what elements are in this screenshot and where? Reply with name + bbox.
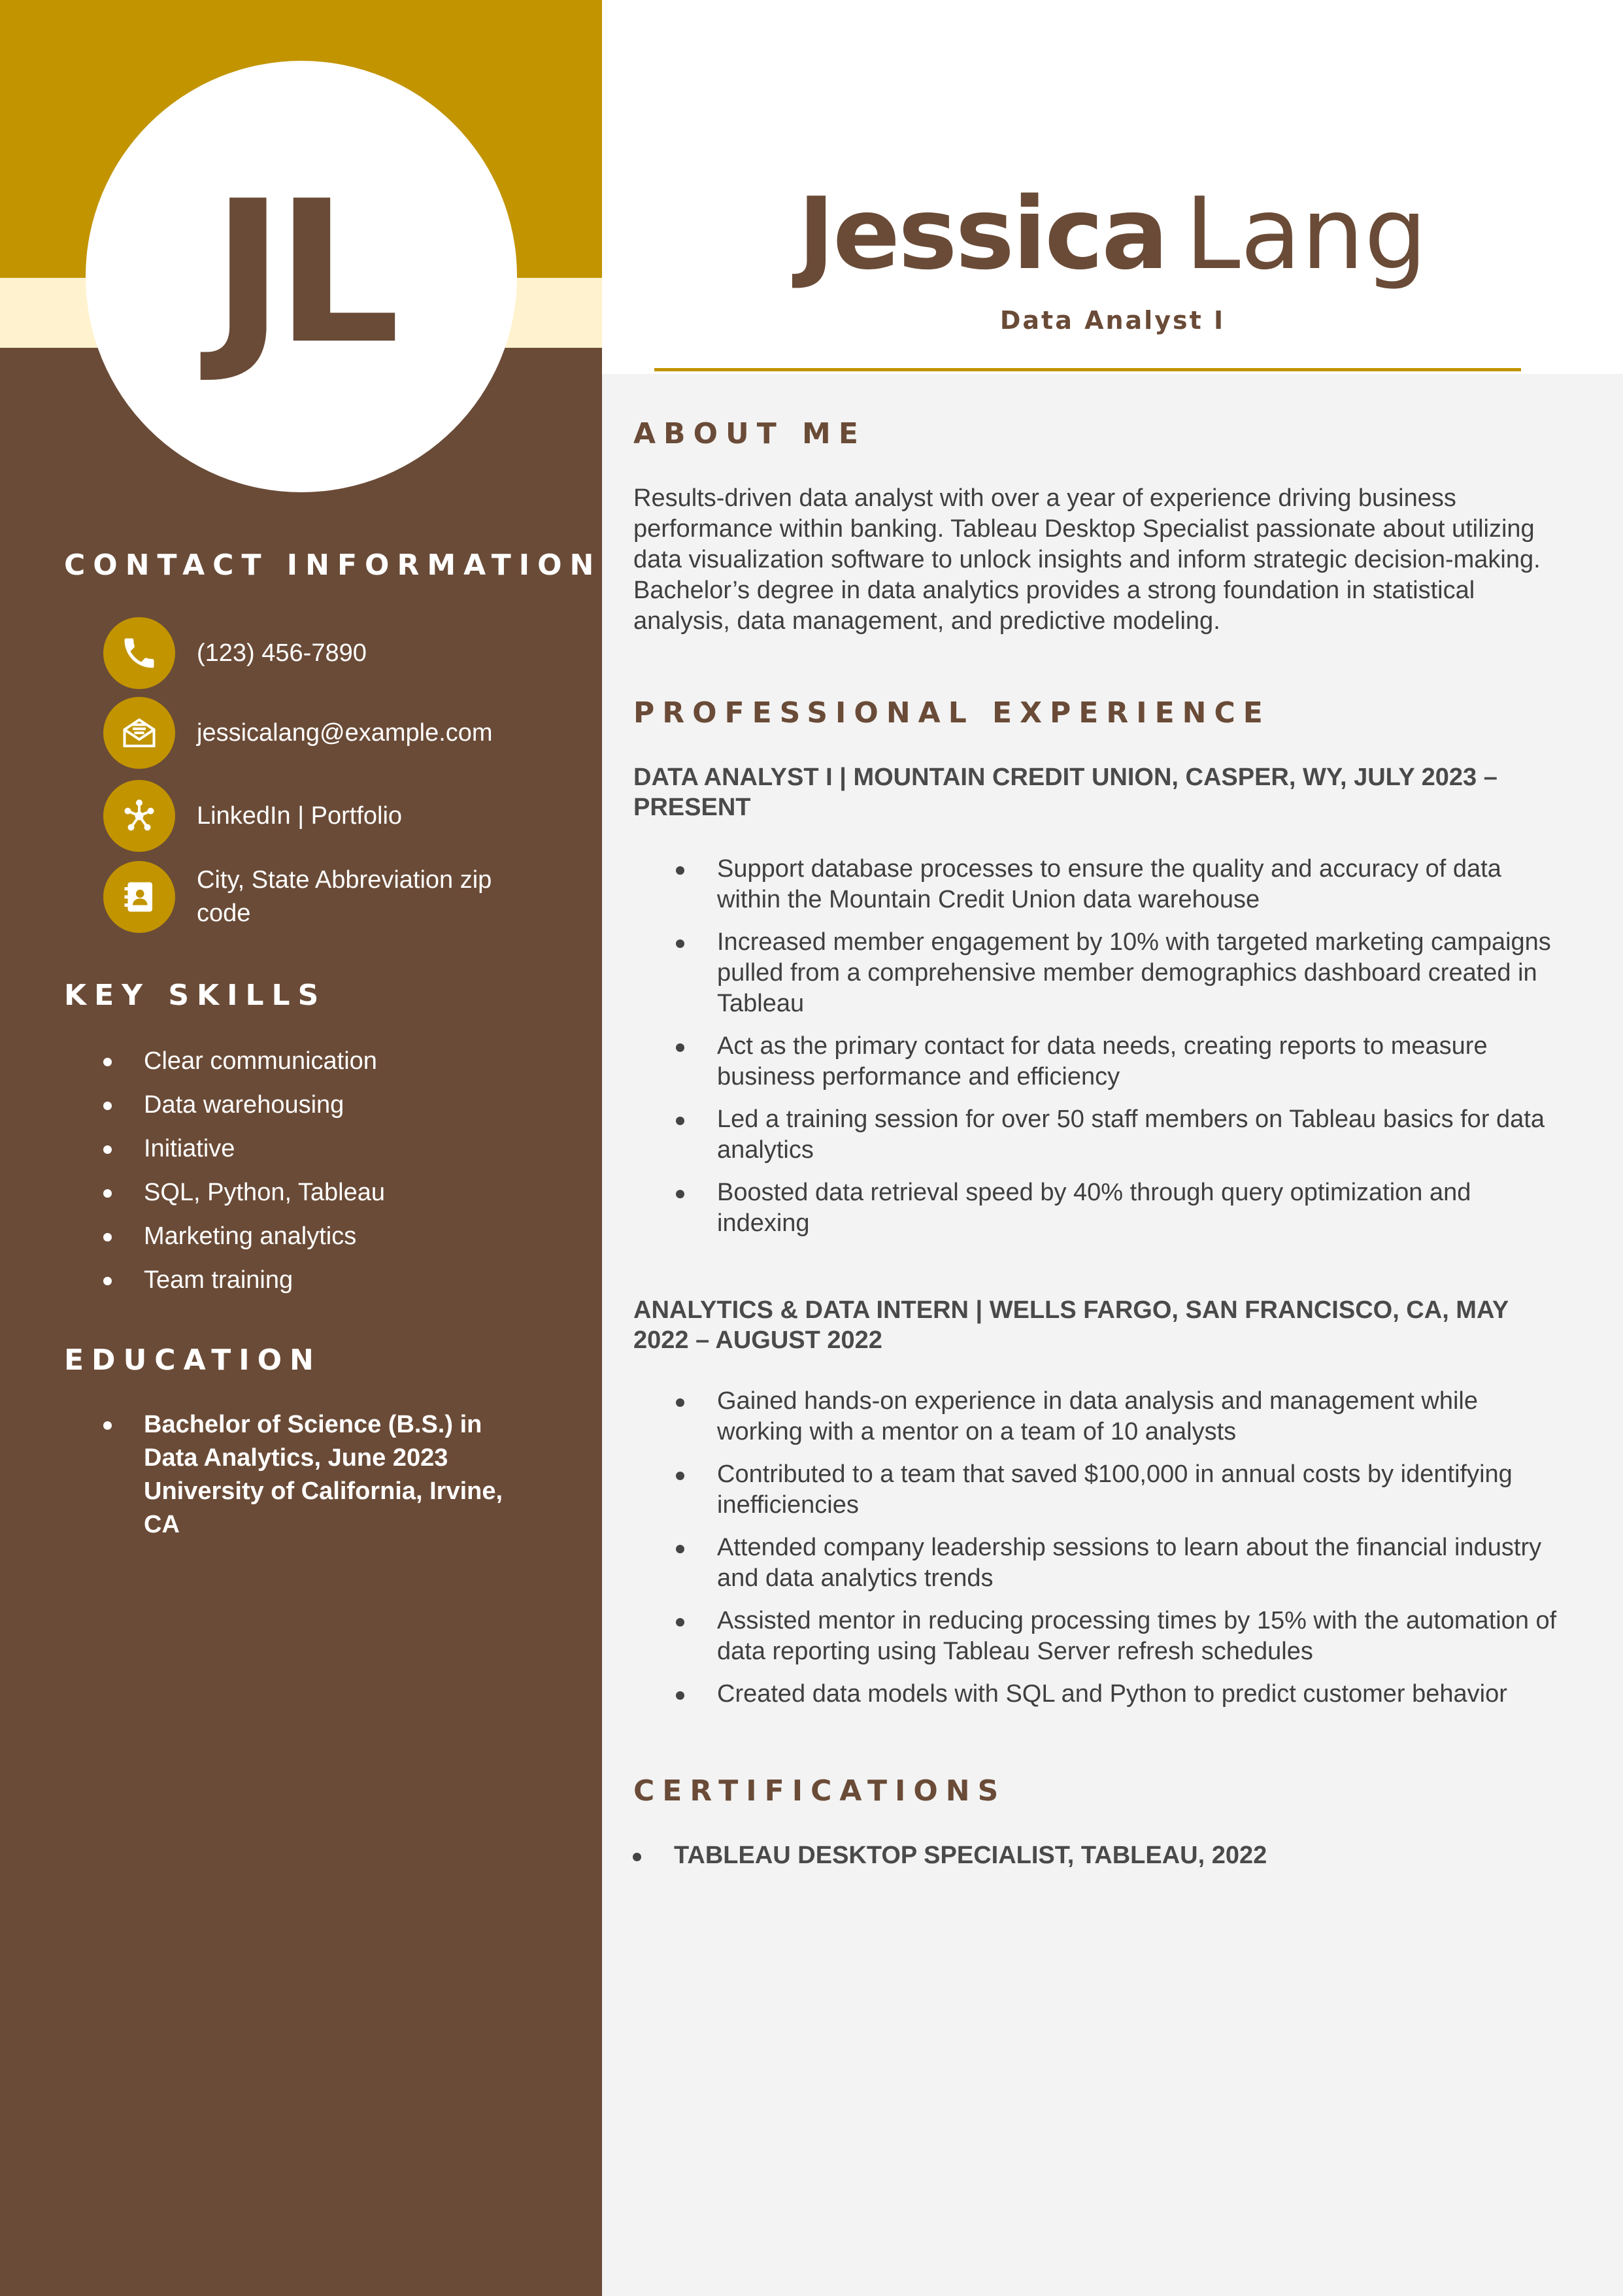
job-title-1: DATA ANALYST I | MOUNTAIN CREDIT UNION, CASPER, WY, JULY 2023 – PRESENT (633, 764, 1498, 821)
certification-item: TABLEAU DESKTOP SPECIALIST, TABLEAU, 2022 (630, 1840, 1558, 1871)
certifications-list (630, 1840, 1558, 1871)
email-icon (103, 697, 175, 769)
skill-item: Data warehousing (101, 1089, 519, 1122)
sidebar (0, 0, 602, 2296)
job-title-2: ANALYTICS & DATA INTERN | WELLS FARGO, SAN FRANCISCO, CA, MAY 2022 – AUGUST 2022 (633, 1296, 1509, 1354)
job-2-bullets (673, 1386, 1569, 1721)
list-item: Boosted data retrieval speed by 40% through query optimization and indexing (673, 1177, 1569, 1239)
name-header (602, 0, 1623, 374)
list-item: Increased member engagement by 10% with targeted marketing campaigns pulled from a comprehensive member demographics dashboard created in Tableau (673, 927, 1569, 1019)
about-text: Results-driven data analyst with over a year of experience driving business performance within banking. Tableau Desktop Specialist passionate about utilizing data visualization software to unlock insights and inform strategic decision-making. Bachelor’s degree in data analytics provides a strong foundation in statistical analysis, data management, and predictive modeling. (633, 484, 1541, 635)
skills-heading: KEY SKILLS (64, 979, 327, 1012)
full-name (602, 176, 1623, 292)
skill-item: Clear communication (101, 1045, 519, 1078)
contact-links (103, 780, 537, 852)
contact-email (103, 697, 537, 769)
first-name: Jessica (797, 176, 1167, 292)
education-heading: EDUCATION (64, 1343, 322, 1377)
monogram-badge (86, 61, 517, 492)
contact-address (103, 861, 537, 933)
education-school: University of California, Irvine, CA (144, 1477, 503, 1538)
email-text[interactable]: jessicalang@example.com (197, 718, 493, 747)
address-text: City, State Abbreviation zip code (197, 866, 492, 927)
education-degree: Bachelor of Science (B.S.) in Data Analytics, June 2023 (144, 1411, 482, 1472)
network-icon (103, 780, 175, 852)
list-item: Contributed to a team that saved $100,000 in annual costs by identifying inefficiencies (673, 1459, 1569, 1521)
list-item: Support database processes to ensure the quality and accuracy of data within the Mountain Credit Union data warehouse (673, 854, 1569, 915)
skill-item: Initiative (101, 1132, 519, 1166)
header-divider (654, 368, 1521, 371)
list-item: Gained hands-on experience in data analysis and management while working with a mentor on a team of 10 analysts (673, 1386, 1569, 1447)
phone-text[interactable]: (123) 456-7890 (197, 639, 367, 667)
education-item (101, 1408, 519, 1542)
list-item: Led a training session for over 50 staff members on Tableau basics for data analytics (673, 1104, 1569, 1166)
links-text[interactable]: LinkedIn | Portfolio (197, 802, 403, 830)
skill-item: Team training (101, 1264, 519, 1297)
certifications-heading: CERTIFICATIONS (633, 1774, 1007, 1808)
job-1-bullets (673, 854, 1569, 1251)
address-book-icon (103, 861, 175, 933)
skill-item: SQL, Python, Tableau (101, 1176, 519, 1209)
experience-heading: PROFESSIONAL EXPERIENCE (633, 696, 1271, 730)
skills-list (101, 1045, 519, 1308)
contact-phone (103, 617, 537, 689)
job-title: Data Analyst I (999, 306, 1226, 335)
list-item: Attended company leadership sessions to learn about the financial industry and data analytics trends (673, 1532, 1569, 1594)
education-list (101, 1408, 519, 1542)
phone-icon (103, 617, 175, 689)
list-item: Created data models with SQL and Python to predict customer behavior (673, 1679, 1569, 1710)
last-name: Lang (1184, 176, 1428, 292)
monogram-initials: JL (211, 159, 392, 387)
contact-heading: CONTACT INFORMATION (64, 549, 602, 582)
skill-item: Marketing analytics (101, 1220, 519, 1253)
list-item: Assisted mentor in reducing processing times by 15% with the automation of data reporting using Tableau Server refresh schedules (673, 1606, 1569, 1667)
list-item: Act as the primary contact for data needs, creating reports to measure business performance and efficiency (673, 1031, 1569, 1092)
about-heading: ABOUT ME (633, 417, 866, 450)
